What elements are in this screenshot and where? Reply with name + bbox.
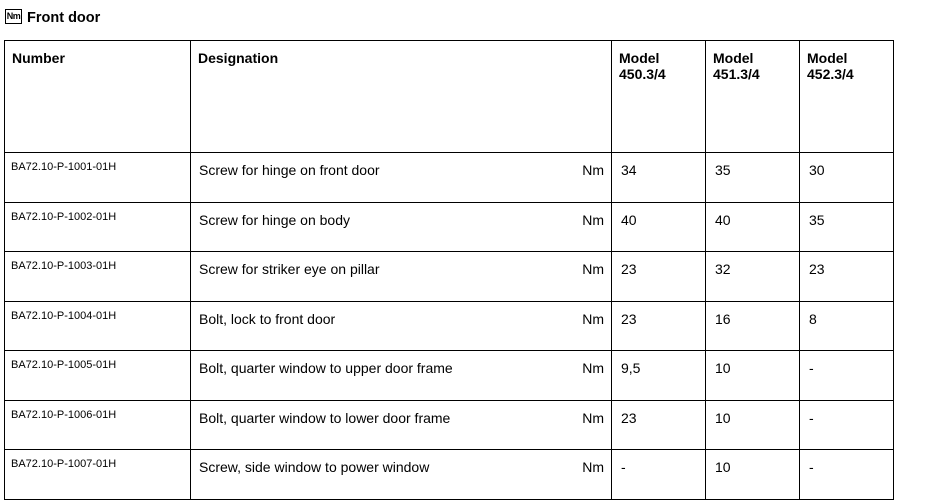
designation-text: Screw, side window to power window [199,459,430,475]
unit-label: Nm [582,162,604,178]
cell-model-451: 10 [706,400,800,450]
designation-text: Screw for hinge on front door [199,162,380,178]
cell-model-451: 10 [706,450,800,500]
cell-designation [191,202,612,252]
section-header [5,7,100,29]
table-row [5,351,894,401]
cell-model-451: 35 [706,153,800,203]
designation-text: Bolt, quarter window to upper door frame [199,360,453,376]
column-header-model-451: Model 451.3/4 [706,41,800,153]
cell-model-450: - [612,450,706,500]
section-title: Front door [27,10,101,26]
torque-table [4,40,894,500]
cell-designation [191,450,612,500]
cell-model-452: 23 [800,252,894,302]
cell-designation [191,252,612,302]
unit-label: Nm [582,360,604,376]
cell-model-451: 10 [706,351,800,401]
cell-model-452: - [800,450,894,500]
table-row [5,153,894,203]
cell-model-450: 23 [612,252,706,302]
cell-model-450: 9,5 [612,351,706,401]
designation-text: Bolt, quarter window to lower door frame [199,409,451,426]
cell-model-452: - [800,400,894,450]
table-row [5,400,894,450]
unit-label: Nm [582,261,604,277]
column-header-number: Number [5,41,191,153]
designation-text: Screw for striker eye on pillar [199,261,380,277]
cell-model-450: 34 [612,153,706,203]
cell-number: BA72.10-P-1005-01H [5,351,191,401]
cell-model-451: 40 [706,202,800,252]
column-header-designation: Designation [191,41,612,153]
cell-model-451: 16 [706,301,800,351]
cell-model-450: 23 [612,301,706,351]
cell-model-452: 8 [800,301,894,351]
torque-nm-icon: Nm [5,9,22,24]
table-row [5,252,894,302]
cell-designation [191,301,612,351]
cell-number: BA72.10-P-1001-01H [5,153,191,203]
cell-designation [191,400,612,450]
unit-label: Nm [582,211,604,228]
cell-number: BA72.10-P-1003-01H [5,252,191,302]
column-header-model-452: Model 452.3/4 [800,41,894,153]
cell-model-451: 32 [706,252,800,302]
cell-model-452: 30 [800,153,894,203]
table-row [5,450,894,500]
cell-designation [191,351,612,401]
cell-model-452: 35 [800,202,894,252]
unit-label: Nm [582,409,604,426]
column-header-model-450: Model 450.3/4 [612,41,706,153]
cell-designation [191,153,612,203]
cell-number: BA72.10-P-1006-01H [5,400,191,450]
cell-model-452: - [800,351,894,401]
cell-number: BA72.10-P-1007-01H [5,450,191,500]
table-row [5,301,894,351]
cell-model-450: 23 [612,400,706,450]
cell-number: BA72.10-P-1002-01H [5,202,191,252]
cell-number: BA72.10-P-1004-01H [5,301,191,351]
designation-text: Bolt, lock to front door [199,310,336,327]
designation-text: Screw for hinge on body [199,211,350,228]
table-row [5,202,894,252]
unit-label: Nm [582,459,604,475]
table-header-row [5,41,894,153]
unit-label: Nm [582,310,604,327]
cell-model-450: 40 [612,202,706,252]
